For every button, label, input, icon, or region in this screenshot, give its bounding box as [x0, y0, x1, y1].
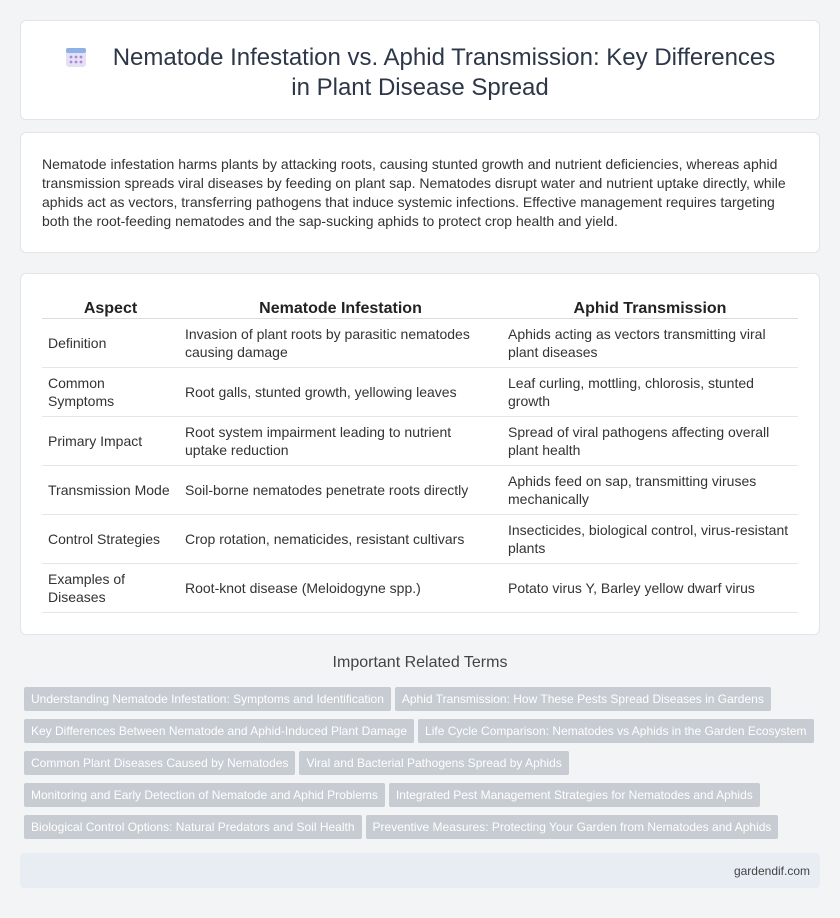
cell-nematode: Invasion of plant roots by parasitic nematodes causing damage: [179, 318, 502, 367]
header-aspect: Aspect: [42, 296, 179, 318]
tag-row: [24, 783, 824, 815]
cell-aspect: Primary Impact: [42, 416, 179, 465]
related-terms-heading: Important Related Terms: [332, 654, 508, 671]
cell-nematode: Root galls, stunted growth, yellowing leaves: [179, 367, 502, 416]
cell-nematode: Root-knot disease (Meloidogyne spp.): [179, 563, 502, 612]
intro-card: [20, 132, 820, 253]
header-aphid: Aphid Transmission: [502, 296, 798, 318]
tag-row: [24, 751, 824, 783]
table-row: [42, 318, 798, 367]
related-term-tag[interactable]: Aphid Transmission: How These Pests Spread Diseases in Gardens: [395, 687, 771, 711]
header-card: [20, 20, 820, 120]
table-row: [42, 367, 798, 416]
page-title-text: Nematode Infestation vs. Aphid Transmission: Key Differences in Plant Disease Spread: [112, 44, 776, 101]
cell-aphid: Spread of viral pathogens affecting overall plant health: [502, 416, 798, 465]
related-term-tag[interactable]: Key Differences Between Nematode and Aphid-Induced Plant Damage: [24, 719, 414, 743]
tag-row: [24, 815, 824, 847]
cell-aspect: Common Symptoms: [42, 367, 179, 416]
cell-nematode: Root system impairment leading to nutrient uptake reduction: [179, 416, 502, 465]
cell-aspect: Transmission Mode: [42, 465, 179, 514]
cell-aspect: Control Strategies: [42, 514, 179, 563]
table-row: [42, 416, 798, 465]
cell-nematode: Soil-borne nematodes penetrate roots directly: [179, 465, 502, 514]
tag-row: [24, 719, 824, 751]
related-term-tag[interactable]: Monitoring and Early Detection of Nematode and Aphid Problems: [24, 783, 385, 807]
footer-site-link[interactable]: gardendif.com: [733, 864, 810, 878]
header-nematode: Nematode Infestation: [179, 296, 502, 318]
cell-aphid: Insecticides, biological control, virus-resistant plants: [502, 514, 798, 563]
cell-aspect: Examples of Diseases: [42, 563, 179, 612]
table-row: [42, 514, 798, 563]
cell-aspect: Definition: [42, 318, 179, 367]
related-term-tag[interactable]: Understanding Nematode Infestation: Symptoms and Identification: [24, 687, 391, 711]
related-term-tag[interactable]: Life Cycle Comparison: Nematodes vs Aphids in the Garden Ecosystem: [418, 719, 814, 743]
related-term-tag[interactable]: Viral and Bacterial Pathogens Spread by Aphids: [299, 751, 568, 775]
related-term-tag[interactable]: Preventive Measures: Protecting Your Garden from Nematodes and Aphids: [366, 815, 779, 839]
comparison-table-card: [20, 273, 820, 635]
cell-nematode: Crop rotation, nematicides, resistant cultivars: [179, 514, 502, 563]
footer-bar: [20, 853, 820, 888]
tag-row: [24, 687, 824, 719]
table-row: [42, 465, 798, 514]
calendar-grid-icon: [65, 46, 87, 68]
table-row: [42, 563, 798, 612]
intro-paragraph: Nematode infestation harms plants by attacking roots, causing stunted growth and nutrient deficiencies, whereas aphid transmission spreads viral diseases by feeding on plant sap. Nematodes disrupt water and nutrient uptake directly, while aphids act as vectors, transferring pathogens that induce systemic infections. Effective management requires targeting both the root-feeding nematodes and the sap-sucking aphids to protect crop health and yield.: [42, 156, 786, 229]
cell-aphid: Potato virus Y, Barley yellow dwarf virus: [502, 563, 798, 612]
cell-aphid: Aphids feed on sap, transmitting viruses mechanically: [502, 465, 798, 514]
cell-aphid: Aphids acting as vectors transmitting viral plant diseases: [502, 318, 798, 367]
related-term-tag[interactable]: Biological Control Options: Natural Predators and Soil Health: [24, 815, 362, 839]
related-terms-list: [24, 687, 824, 847]
related-term-tag[interactable]: Integrated Pest Management Strategies for Nematodes and Aphids: [389, 783, 760, 807]
related-term-tag[interactable]: Common Plant Diseases Caused by Nematodes: [24, 751, 295, 775]
comparison-table: [42, 296, 798, 613]
page-title: [61, 43, 779, 103]
table-header-row: [42, 296, 798, 318]
cell-aphid: Leaf curling, mottling, chlorosis, stunted growth: [502, 367, 798, 416]
